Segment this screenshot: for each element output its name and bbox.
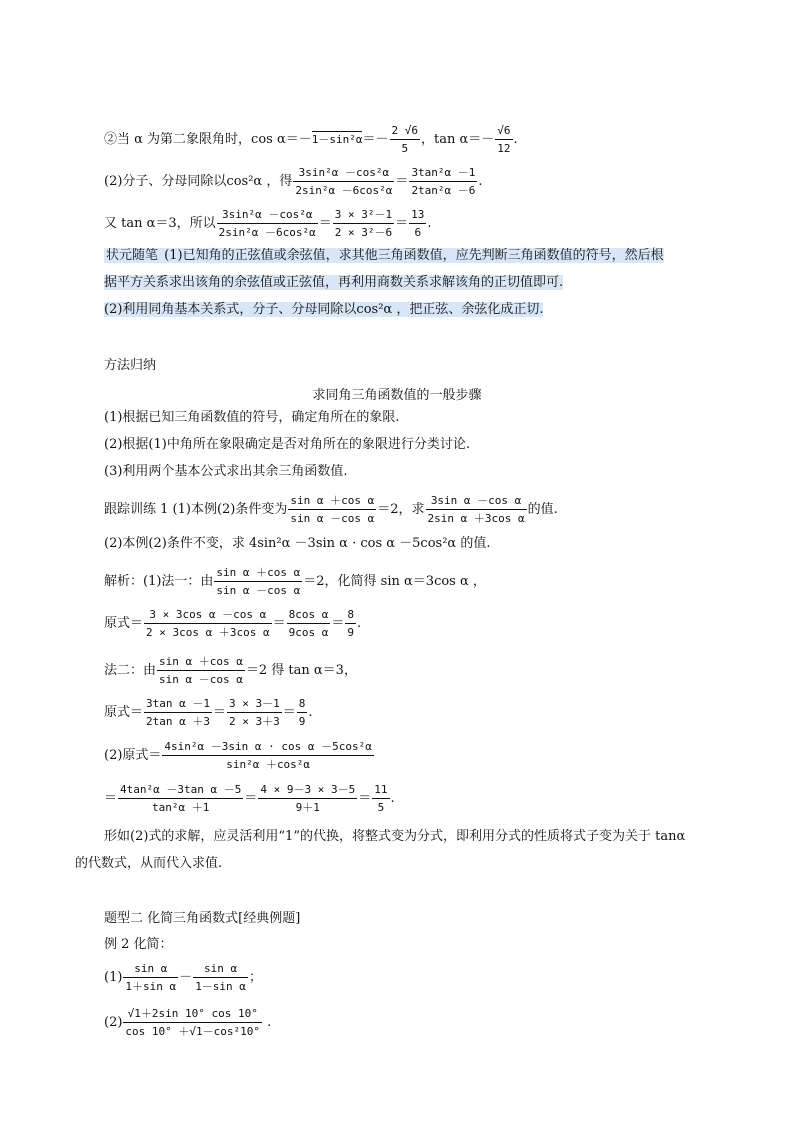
method-heading: 方法归纳 (104, 358, 157, 373)
fraction: $\frac{8}{9}$ (347, 608, 355, 639)
fraction: $\frac{\text{sin α ＋cos α}}{\text{sin α －cos α}}$ (159, 655, 243, 686)
fraction: $\frac{√6}{12}$ (497, 124, 511, 155)
note-tag: 状元随笔 (106, 248, 159, 263)
fraction: $\frac{\text{sin α}}{\text{1＋sin α}}$ (125, 962, 177, 993)
note-line-1: 状元随笔 (1)已知角的正弦值或余弦值，求其他三角函数值，应先判断三角函数值的符号，然后根 (106, 248, 664, 263)
fraction: $\frac{√1+2\sin 10^\circ \cos 10^\circ}{\text{cos 10° ＋√1－cos²10°}}$ (125, 1007, 261, 1038)
remark-line-1: 形如(2)式的求解，应灵活利用“1”的代换，将整式变为分式，即利用分式的性质将式子变为关于 tanα (104, 829, 686, 844)
method-step-1: (1)根据已知三角函数值的符号，确定角所在的象限. (104, 410, 400, 425)
sol-line-cos-second-quadrant: ②当 α 为第二象限角时，cos α＝－1－sin²α＝－ $\frac{2 √6}{5}$ ，tan α＝－ $\frac{√6}{12}$ . (104, 124, 518, 155)
fraction: $\frac{2 √6}{5}$ (391, 124, 418, 155)
fraction: $\frac{\text{3tan²α －1}}{\text{2tan²α －6}}$ (411, 166, 476, 197)
fraction: $\frac{\text{3 × 3²－1}}{\text{2 × 3²－6}}$ (334, 208, 393, 239)
solution-part-2-result: ＝ $\frac{\text{4tan²α －3tan α －5}}{\text{tan²α ＋1}}$ ＝ $\frac{4 \times 9-3 \times 3-5}{9+1}$ ＝ $\frac{11}{5}$ . (104, 783, 395, 814)
section-heading-type-2: 题型二 化简三角函数式[经典例题] (104, 911, 301, 926)
note-line-2: 据平方关系求出该角的余弦值或正弦值，再利用商数关系求解该角的正切值即可. (104, 275, 564, 290)
fraction: $\frac{8}{9}$ (298, 697, 306, 728)
method-step-2: (2)根据(1)中角所在象限确定是否对角所在的象限进行分类讨论. (104, 437, 470, 452)
fraction: $\frac{\text{sin α ＋cos α}}{\text{sin α －cos α}}$ (216, 566, 301, 597)
method-step-3: (3)利用两个基本公式求出其余三角函数值. (104, 464, 348, 479)
solution-part-2-setup: (2)原式＝ $\frac{\text{4sin²α －3sin α · cos α －5cos²α}}{\text{sin²α ＋cos²α}}$ (104, 740, 372, 771)
solution-result-2: 原式＝ $\frac{\text{3tan α －1}}{\text{2tan α ＋3}}$ ＝ $\frac{3 \times 3-1}{2 \times 3+3}$ ＝ $\frac{8}{9}$ . (104, 697, 313, 728)
example-2-part-1: (1) $\frac{\text{sin α}}{\text{1＋sin α}}$ － $\frac{\text{sin α}}{\text{1－sin α}}$ ； (104, 962, 262, 993)
fraction: $\frac{\text{3 × 3cos α －cos α}}{\text{2 × 3cos α ＋3cos α}}$ (146, 608, 270, 639)
fraction: $\frac{\text{sin α}}{\text{1－sin α}}$ (195, 962, 246, 993)
fraction: $\frac{4 \times 9-3 \times 3-5}{9+1}$ (260, 783, 356, 814)
example-2-part-2: (2) $\frac{√1+2\sin 10^\circ \cos 10^\circ}{\text{cos 10° ＋√1－cos²10°}}$ . (104, 1007, 272, 1038)
solution-method-1: 解析：(1)法一：由 $\frac{\text{sin α ＋cos α}}{\text{sin α －cos α}}$ ＝2，化简得 sin α＝3cos α ， (104, 566, 486, 597)
exercise-line-1: 跟踪训练 1 (1)本例(2)条件变为 $\frac{\text{sin α ＋cos α}}{\text{sin α －cos α}}$ ＝2，求 $\frac{\text{3sin α －cos α}}{\text{2sin α ＋3cos α}}$ 的值. (104, 494, 558, 525)
method-title: 求同角三角函数值的一般步骤 (312, 388, 482, 403)
note-line-3: (2)利用同角基本关系式，分子、分母同除以cos²α ，把正弦、余弦化成正切. (104, 302, 544, 317)
fraction: $\frac{13}{6}$ (411, 208, 425, 239)
fraction: $\frac{\text{8cos α}}{\text{9cos α}}$ (288, 608, 329, 639)
solution-result-1: 原式＝ $\frac{\text{3 × 3cos α －cos α}}{\text{2 × 3cos α ＋3cos α}}$ ＝ $\frac{\text{8cos α}}{\text{9cos α}}$ ＝ $\frac{8}{9}$ . (104, 608, 362, 639)
fraction: $\frac{\text{3sin²α －cos²α}}{\text{2sin²α －6cos²α}}$ (218, 208, 316, 239)
exercise-line-2: (2)本例(2)条件不变，求 4sin²α －3sin α · cos α －5cos²α 的值. (104, 536, 491, 551)
fraction: $\frac{3 \times 3-1}{2 \times 3+3}$ (229, 697, 280, 728)
sol-line-tan-equals-3: 又 tan α＝3，所以 $\frac{\text{3sin²α －cos²α}}{\text{2sin²α －6cos²α}}$ ＝ $\frac{\text{3 × 3²－1}}{\text{2 × 3²－6}}$ ＝ $\frac{13}{6}$ . (104, 208, 432, 239)
solution-method-2: 法二：由 $\frac{\text{sin α ＋cos α}}{\text{sin α －cos α}}$ ＝2 得 tan α＝3， (104, 655, 357, 686)
fraction: $\frac{11}{5}$ (374, 783, 388, 814)
fraction: $\frac{\text{sin α ＋cos α}}{\text{sin α －cos α}}$ (290, 494, 375, 525)
fraction: $\frac{\text{3sin α －cos α}}{\text{2sin α ＋3cos α}}$ (427, 494, 525, 525)
fraction: $\frac{\text{4tan²α －3tan α －5}}{\text{tan²α ＋1}}$ (120, 783, 242, 814)
fraction: $\frac{\text{4sin²α －3sin α · cos α －5cos²α}}{\text{sin²α ＋cos²α}}$ (164, 740, 372, 771)
fraction: $\frac{\text{3tan α －1}}{\text{2tan α ＋3}}$ (146, 697, 210, 728)
example-2-heading: 例 2 化简： (104, 937, 173, 952)
remark-line-2: 的代数式，从而代入求值. (75, 856, 223, 871)
sol-line-divide-cos2: (2)分子、分母同除以cos²α ，得 $\frac{\text{3sin²α －cos²α}}{\text{2sin²α －6cos²α}}$ ＝ $\frac{\text{3tan²α －1}}{\text{2tan²α －6}}$ . (104, 166, 483, 197)
fraction: $\frac{\text{3sin²α －cos²α}}{\text{2sin²α －6cos²α}}$ (295, 166, 393, 197)
